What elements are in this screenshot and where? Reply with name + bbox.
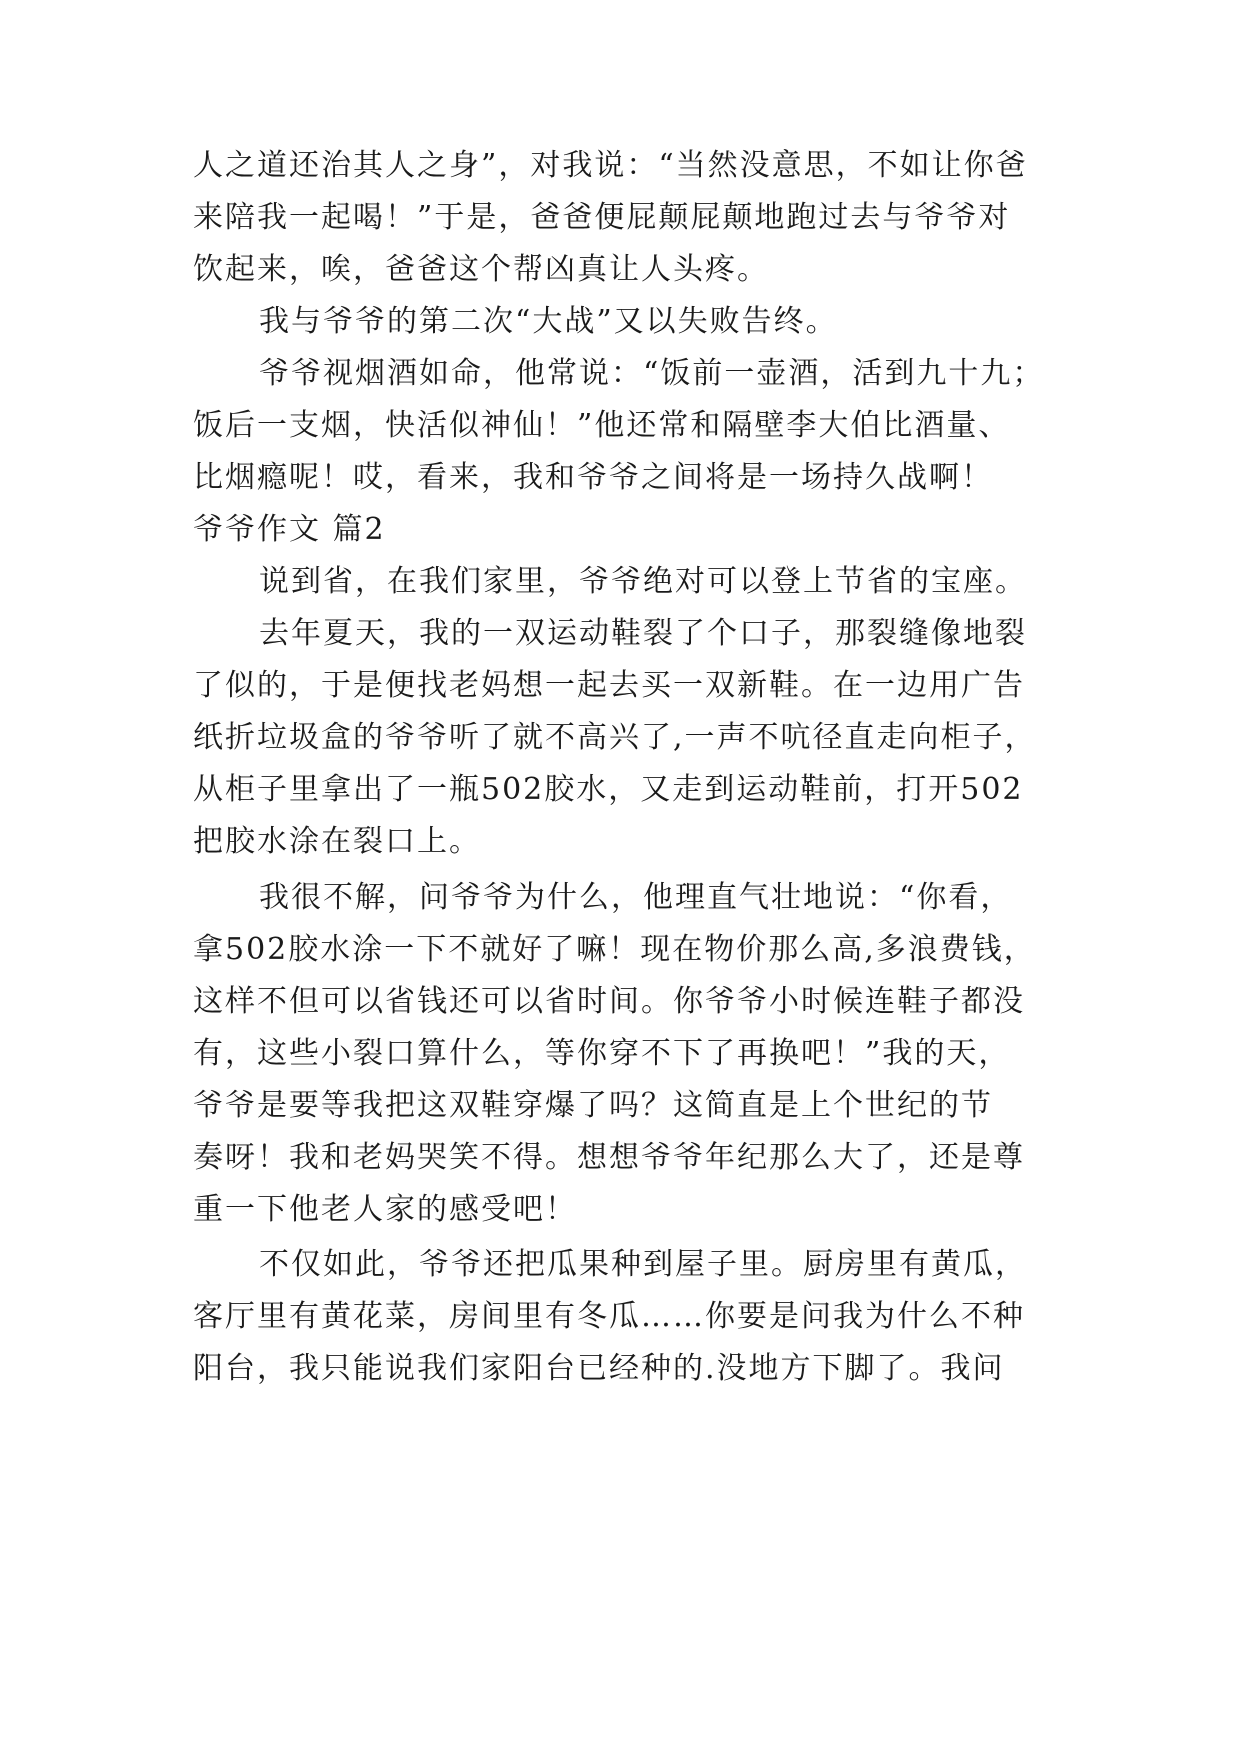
- paragraph-line: 比烟瘾呢！哎，看来，我和爷爷之间将是一场持久战啊！: [193, 460, 993, 495]
- paragraph-line: 重一下他老人家的感受吧！: [193, 1192, 577, 1227]
- paragraph-line: 人之道还治其人之身”，对我说：“当然没意思，不如让你爸: [193, 148, 1028, 183]
- paragraph-line: 奏呀！我和老妈哭笑不得。想想爷爷年纪那么大了，还是尊: [193, 1140, 1025, 1175]
- paragraph-line: 说到省，在我们家里，爷爷绝对可以登上节省的宝座。: [259, 564, 1027, 599]
- paragraph-line: 把胶水涂在裂口上。: [193, 824, 481, 859]
- paragraph-line: 我很不解，问爷爷为什么，他理直气壮地说：“你看，: [259, 880, 1013, 915]
- paragraph-line: 爷爷视烟酒如命，他常说：“饭前一壶酒，活到九十九；: [259, 356, 1045, 391]
- paragraph-line: 从柜子里拿出了一瓶502胶水，又走到运动鞋前，打开502: [193, 772, 1024, 807]
- paragraph-line: 饮起来，唉，爸爸这个帮凶真让人头疼。: [193, 252, 769, 287]
- paragraph-line: 这样不但可以省钱还可以省时间。你爷爷小时候连鞋子都没: [193, 984, 1025, 1019]
- paragraph-line: 爷爷是要等我把这双鞋穿爆了吗？这简直是上个世纪的节: [193, 1088, 993, 1123]
- paragraph-line: 去年夏天，我的一双运动鞋裂了个口子，那裂缝像地裂: [259, 616, 1027, 651]
- paragraph-line: 有，这些小裂口算什么，等你穿不下了再换吧！”我的天，: [193, 1036, 1011, 1071]
- section-heading: 爷爷作文 篇2: [193, 512, 386, 547]
- paragraph-line: 来陪我一起喝！”于是，爸爸便屁颠屁颠地跑过去与爷爷对: [193, 200, 1011, 235]
- paragraph-line: 饭后一支烟，快活似神仙！”他还常和隔壁李大伯比酒量、: [193, 408, 1011, 443]
- paragraph-line: 阳台，我只能说我们家阳台已经种的.没地方下脚了。我问: [193, 1351, 1005, 1386]
- paragraph-line: 不仅如此，爷爷还把瓜果种到屋子里。厨房里有黄瓜，: [259, 1247, 1027, 1282]
- paragraph-line: 我与爷爷的第二次“大战”又以失败告终。: [259, 304, 838, 339]
- paragraph-line: 客厅里有黄花菜，房间里有冬瓜……你要是问我为什么不种: [193, 1299, 1025, 1334]
- paragraph-line: 拿502胶水涂一下不就好了嘛！现在物价那么高,多浪费钱，: [193, 932, 1036, 967]
- paragraph-line: 了似的，于是便找老妈想一起去买一双新鞋。在一边用广告: [193, 668, 1025, 703]
- paragraph-line: 纸折垃圾盒的爷爷听了就不高兴了,一声不吭径直走向柜子，: [193, 720, 1037, 755]
